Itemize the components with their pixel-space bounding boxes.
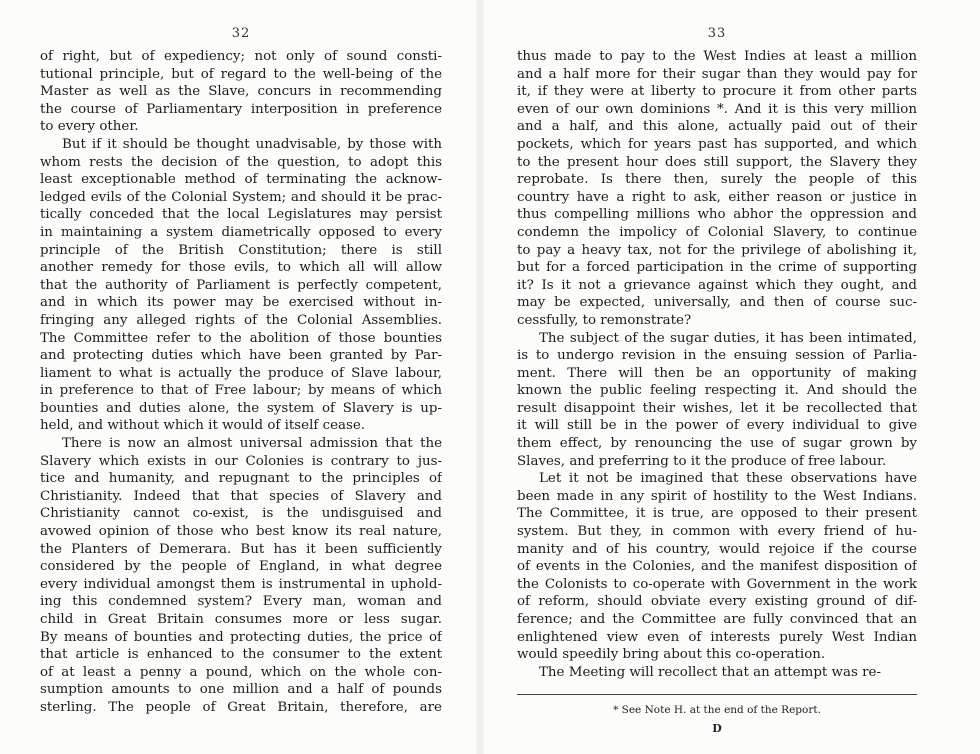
text-line: system. But they, in common with every friend of hu- <box>517 524 917 540</box>
text-line: principle of the British Constitution; there is still <box>40 242 442 258</box>
book-gutter <box>476 0 484 754</box>
text-line: the Planters of Demerara. But has it been sufficiently <box>40 541 442 557</box>
text-line: thus made to pay to the West Indies at least a million <box>517 49 917 64</box>
text-line: bounties and duties alone, the system of Slavery is up- <box>40 400 442 416</box>
left-page <box>40 0 442 754</box>
text-line: The Committee refer to the abolition of those bounties <box>40 330 442 346</box>
text-line: Christianity. Indeed that that species of Slavery and <box>40 488 442 504</box>
text-line: the Colonists to co-operate with Government in the work <box>517 576 917 592</box>
text-line: of reform, should obviate every existing ground of dif- <box>517 594 917 610</box>
text-line: may be expected, universally, and then of course suc- <box>517 295 917 311</box>
text-line: Slaves, and preferring to it the produce of free labour. <box>517 453 887 469</box>
text-line: considered by the people of England, in what degree <box>40 559 442 575</box>
text-line: of right, but of expediency; not only of sound consti- <box>40 49 442 64</box>
text-line: held, and without which it would of itself cease. <box>40 418 366 434</box>
signature-mark: D <box>712 722 722 735</box>
text-line: liament to what is actually the produce of Slave labour, <box>40 365 442 381</box>
text-line: is to undergo revision in the ensuing session of Parlia- <box>517 348 917 364</box>
text-line: pockets, which for years past has supported, and which <box>517 136 917 152</box>
text-line: result disappoint their wishes, let it be recollected that <box>517 400 917 416</box>
text-line: avowed opinion of those who best know its real nature, <box>40 524 442 540</box>
text-line: sterling. The people of Great Britain, therefore, are <box>40 699 442 715</box>
left-page-text <box>40 48 442 717</box>
text-line: enlightened view even of interests purely West Indian <box>517 629 917 645</box>
text-line: reprobate. Is there then, surely the people of this <box>517 172 917 188</box>
text-line: The Committee, it is true, are opposed to their present <box>517 506 917 522</box>
text-line: fringing any alleged rights of the Colonial Assemblies. <box>40 312 442 328</box>
text-line: another remedy for those evils, to which all will allow <box>40 260 442 276</box>
text-line: it? Is it not a grievance against which they ought, and <box>517 277 917 293</box>
text-line: but for a forced participation in the crime of supporting <box>517 260 917 276</box>
text-line: The subject of the sugar duties, it has been intimated, <box>539 330 917 346</box>
text-line: sumption amounts to one million and a half of pounds <box>40 682 442 698</box>
text-line: tice and humanity, and repugnant to the principles of <box>40 471 442 487</box>
text-line: But if it should be thought unadvisable, by those with <box>62 136 442 152</box>
page-number: 32 <box>231 26 251 41</box>
text-line: them effect, by renouncing the use of sugar grown by <box>517 436 917 452</box>
text-line: manity and of his country, would rejoice if the course <box>517 541 917 557</box>
text-line: and in which its power may be exercised without in- <box>40 295 442 311</box>
text-line: and protecting duties which have been granted by Par- <box>40 348 442 364</box>
text-line: tutional principle, but of regard to the well-being of the <box>40 66 442 82</box>
footnote: * See Note H. at the end of the Report. <box>613 704 821 716</box>
text-line: Christianity cannot co-exist, is the undisguised and <box>40 506 442 522</box>
text-line: least exceptionable method of terminating the acknow- <box>40 172 442 188</box>
text-line: thus compelling millions who abhor the oppression and <box>517 207 917 223</box>
text-line: that the authority of Parliament is perfectly competent, <box>40 277 442 293</box>
text-line: whom rests the decision of the question, to adopt this <box>40 154 442 170</box>
text-line: There is now an almost universal admission that the <box>62 436 442 452</box>
text-line: ing this condemned system? Every man, woman and <box>40 594 442 610</box>
text-line: Master as well as the Slave, concurs in recommending <box>40 84 442 100</box>
text-line: By means of bounties and protecting duties, the price of <box>40 629 442 645</box>
text-line: country have a right to ask, either reason or justice in <box>517 189 917 205</box>
text-line: ference; and the Committee are fully convinced that an <box>517 612 917 627</box>
text-line: even of our own dominions *. And it is this very million <box>517 101 917 117</box>
text-line: that article is enhanced to the consumer to the extent <box>40 647 442 663</box>
text-line: to pay a heavy tax, not for the privilege of abolishing it, <box>517 242 917 258</box>
text-line: cessfully, to remonstrate? <box>517 312 692 328</box>
text-line: to every other. <box>40 119 139 135</box>
page-number: 33 <box>707 26 727 41</box>
text-line: the course of Parliamentary interposition in preference <box>40 101 442 117</box>
text-line: known the public feeling respecting it. And should the <box>517 383 917 399</box>
text-line: would speedily bring about this co-operation. <box>517 647 826 663</box>
text-line: tically conceded that the local Legislatures may persist <box>40 207 442 223</box>
text-line: it, if they were at liberty to procure it from other parts <box>517 84 917 100</box>
right-page-text <box>517 48 917 681</box>
text-line: Slavery which exists in our Colonies is contrary to jus- <box>40 453 442 469</box>
text-line: of at least a penny a pound, which on the whole con- <box>40 664 442 680</box>
text-line: every individual amongst them is instrumental in uphold- <box>40 576 442 592</box>
text-line: Let it not be imagined that these observations have <box>539 471 917 487</box>
text-line: been made in any spirit of hostility to the West Indians. <box>517 488 917 504</box>
text-line: and a half, and this alone, actually paid out of their <box>517 119 917 135</box>
text-line: in preference to that of Free labour; by means of which <box>40 383 442 399</box>
text-line: child in Great Britain consumes more or less sugar. <box>40 612 442 627</box>
text-line: condemn the impolicy of Colonial Slavery, to continue <box>517 224 917 240</box>
right-page <box>517 0 917 754</box>
text-line: and a half more for their sugar than they would pay for <box>517 66 917 82</box>
text-line: of events in the Colonies, and the manifest disposition of <box>517 559 917 575</box>
text-line: The Meeting will recollect that an attempt was re- <box>539 664 881 680</box>
text-line: in maintaining a system diametrically opposed to every <box>40 224 442 240</box>
text-line: it will still be in the power of every individual to give <box>517 418 917 434</box>
text-line: ledged evils of the Colonial System; and should it be prac- <box>40 189 442 205</box>
text-line: ment. There will then be an opportunity of making <box>517 365 917 381</box>
footnote-rule <box>517 694 917 695</box>
text-line: to the present hour does still support, the Slavery they <box>517 154 917 170</box>
